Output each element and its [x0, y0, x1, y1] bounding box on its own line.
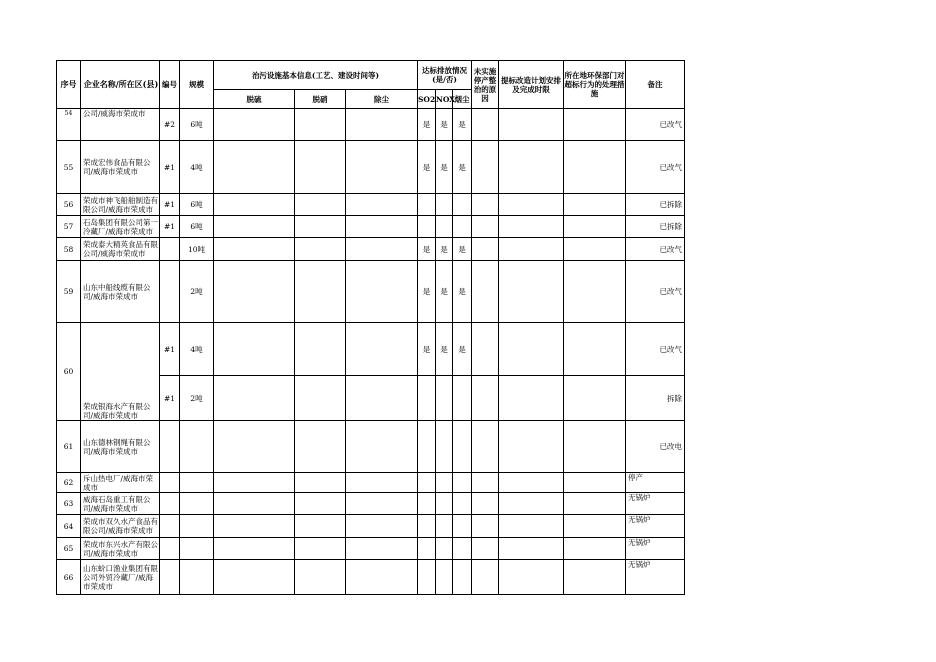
table-row [57, 109, 685, 141]
row-company-name: 山东德林钢绳有限公司/威海市荣成市 [81, 421, 160, 473]
row-scale: 6吨 [180, 194, 214, 216]
row-desulf [214, 560, 295, 595]
row-denitr [295, 493, 346, 515]
row-no-stop [472, 261, 499, 323]
row-no-stop [472, 194, 499, 216]
row-desulf [214, 261, 295, 323]
row-denitr [295, 216, 346, 238]
row-remark: 停产 [626, 473, 685, 493]
row-company-name: 荣成市神飞船舶制造有限公司/威海市荣成市 [81, 194, 160, 216]
row-seq: 58 [57, 238, 81, 261]
row-no-stop [472, 515, 499, 538]
table-row [57, 141, 685, 194]
row-company-name: 荣成宏伟食品有限公司/威海市荣成市 [81, 141, 160, 194]
header-so2: SO2 [418, 90, 436, 109]
row-company-name: 斥山热电厂/威海市荣成市 [81, 473, 160, 493]
row-desulf [214, 421, 295, 473]
row-code: #1 [160, 323, 180, 376]
table-row [57, 216, 685, 238]
header-desulf: 脱硫 [214, 90, 295, 109]
row-nox: 是 [436, 109, 453, 141]
row-denitr [295, 473, 346, 493]
row-seq: 54 [57, 109, 81, 141]
row-company-name: 荣成市东兴水产有限公司/威海市荣成市 [81, 538, 160, 560]
row-code: #1 [160, 376, 180, 421]
row-remark: 已改气 [626, 109, 685, 141]
row-dust-removal [346, 109, 418, 141]
row-dust-removal [346, 261, 418, 323]
row-so2: 是 [418, 323, 436, 376]
row-soot [453, 194, 472, 216]
row-seq: 60 [57, 323, 81, 421]
row-plan [499, 238, 564, 261]
row-plan [499, 376, 564, 421]
row-scale [180, 421, 214, 473]
row-code [160, 538, 180, 560]
row-nox [436, 560, 453, 595]
row-company-name: 荣成市双久水产食品有限公司/威海市荣成市 [81, 515, 160, 538]
row-dust-removal [346, 538, 418, 560]
row-desulf [214, 194, 295, 216]
row-plan [499, 560, 564, 595]
row-seq: 62 [57, 473, 81, 493]
row-soot: 是 [453, 323, 472, 376]
header-scale: 规模 [180, 61, 214, 109]
row-dust-removal [346, 376, 418, 421]
row-no-stop [472, 238, 499, 261]
row-plan [499, 473, 564, 493]
row-measures [564, 376, 626, 421]
table-row [57, 493, 685, 515]
row-measures [564, 194, 626, 216]
row-nox: 是 [436, 261, 453, 323]
row-remark: 已改电 [626, 421, 685, 473]
row-soot [453, 421, 472, 473]
table-row [57, 473, 685, 493]
row-code: #1 [160, 216, 180, 238]
row-seq: 61 [57, 421, 81, 473]
row-dust-removal [346, 493, 418, 515]
header-no-stop: 未实施停产整治的原因 [472, 61, 499, 109]
row-soot: 是 [453, 238, 472, 261]
row-dust-removal [346, 141, 418, 194]
table-row [57, 421, 685, 473]
row-measures [564, 560, 626, 595]
row-remark: 已拆除 [626, 194, 685, 216]
row-remark: 无锅炉 [626, 560, 685, 595]
row-seq: 57 [57, 216, 81, 238]
row-plan [499, 421, 564, 473]
header-soot: 烟尘 [453, 90, 472, 109]
row-remark: 已拆除 [626, 216, 685, 238]
row-plan [499, 515, 564, 538]
row-nox [436, 216, 453, 238]
row-soot [453, 376, 472, 421]
row-measures [564, 473, 626, 493]
row-plan [499, 194, 564, 216]
row-desulf [214, 515, 295, 538]
table-row [57, 515, 685, 538]
row-so2 [418, 538, 436, 560]
row-dust-removal [346, 421, 418, 473]
header-compliance: 达标排放情况(是/否) [418, 61, 472, 90]
row-code [160, 421, 180, 473]
row-denitr [295, 141, 346, 194]
row-so2 [418, 216, 436, 238]
row-scale [180, 560, 214, 595]
row-no-stop [472, 141, 499, 194]
row-so2 [418, 194, 436, 216]
row-soot [453, 493, 472, 515]
row-denitr [295, 515, 346, 538]
row-soot: 是 [453, 141, 472, 194]
row-code: #1 [160, 194, 180, 216]
row-code [160, 473, 180, 493]
row-denitr [295, 323, 346, 376]
table-row [57, 261, 685, 323]
row-denitr [295, 109, 346, 141]
header-remark: 备注 [626, 61, 685, 109]
row-dust-removal [346, 238, 418, 261]
row-code: #1 [160, 141, 180, 194]
row-no-stop [472, 216, 499, 238]
row-code [160, 261, 180, 323]
row-remark: 无锅炉 [626, 538, 685, 560]
row-desulf [214, 376, 295, 421]
row-denitr [295, 421, 346, 473]
row-scale: 6吨 [180, 109, 214, 141]
row-so2: 是 [418, 238, 436, 261]
row-code [160, 493, 180, 515]
row-scale [180, 515, 214, 538]
row-measures [564, 538, 626, 560]
row-scale: 2吨 [180, 261, 214, 323]
header-name: 企业名称/所在区(县) [81, 61, 160, 109]
row-no-stop [472, 376, 499, 421]
row-soot: 是 [453, 109, 472, 141]
row-desulf [214, 141, 295, 194]
row-scale: 6吨 [180, 216, 214, 238]
row-scale: 2吨 [180, 376, 214, 421]
row-plan [499, 216, 564, 238]
row-soot [453, 538, 472, 560]
row-seq: 63 [57, 493, 81, 515]
row-nox [436, 538, 453, 560]
row-nox [436, 515, 453, 538]
row-scale [180, 538, 214, 560]
row-scale: 4吨 [180, 323, 214, 376]
row-seq: 66 [57, 560, 81, 595]
row-measures [564, 109, 626, 141]
table-row [57, 194, 685, 216]
row-so2 [418, 515, 436, 538]
row-no-stop [472, 493, 499, 515]
row-seq: 64 [57, 515, 81, 538]
row-so2: 是 [418, 109, 436, 141]
row-dust-removal [346, 473, 418, 493]
row-nox: 是 [436, 238, 453, 261]
row-scale: 10吨 [180, 238, 214, 261]
row-dust-removal [346, 515, 418, 538]
row-so2: 是 [418, 261, 436, 323]
header-plan: 提标改造计划安排及完成时限 [499, 61, 564, 109]
row-code: #2 [160, 109, 180, 141]
row-desulf [214, 216, 295, 238]
row-so2 [418, 376, 436, 421]
row-code [160, 238, 180, 261]
row-nox [436, 421, 453, 473]
row-denitr [295, 560, 346, 595]
row-measures [564, 141, 626, 194]
row-code [160, 560, 180, 595]
row-soot [453, 515, 472, 538]
row-scale [180, 473, 214, 493]
row-company-name: 山东蚧口渔业集团有限公司外贸冷藏厂/威海市荣成市 [81, 560, 160, 595]
row-scale: 4吨 [180, 141, 214, 194]
row-so2 [418, 421, 436, 473]
row-so2 [418, 473, 436, 493]
row-remark: 已改气 [626, 141, 685, 194]
row-nox [436, 493, 453, 515]
row-desulf [214, 493, 295, 515]
row-no-stop [472, 538, 499, 560]
row-denitr [295, 194, 346, 216]
row-soot [453, 216, 472, 238]
row-remark: 无锅炉 [626, 515, 685, 538]
row-no-stop [472, 473, 499, 493]
table-body [57, 109, 685, 595]
row-desulf [214, 238, 295, 261]
row-plan [499, 141, 564, 194]
table-row [57, 323, 685, 376]
header-measures: 所在地环保部门对超标行为的处理措施 [564, 61, 626, 109]
row-desulf [214, 473, 295, 493]
header-facility: 治污设施基本信息(工艺、建设时间等) [214, 61, 418, 90]
header-nox: NOX [436, 90, 453, 109]
row-company-name: 公司/威海市荣成市 [81, 109, 160, 141]
row-remark: 无锅炉 [626, 493, 685, 515]
row-remark: 已改气 [626, 238, 685, 261]
row-measures [564, 421, 626, 473]
row-measures [564, 261, 626, 323]
row-company-name: 威海石岛重工有限公司/威海市荣成市 [81, 493, 160, 515]
row-measures [564, 216, 626, 238]
row-nox [436, 194, 453, 216]
row-seq: 55 [57, 141, 81, 194]
row-scale [180, 493, 214, 515]
row-measures [564, 323, 626, 376]
row-so2: 是 [418, 141, 436, 194]
row-so2 [418, 560, 436, 595]
header-denitr: 脱硝 [295, 90, 346, 109]
row-soot: 是 [453, 261, 472, 323]
row-plan [499, 493, 564, 515]
row-seq: 56 [57, 194, 81, 216]
table-row [57, 238, 685, 261]
row-company-name: 石岛集团有限公司第一冷藏厂/威海市荣成市 [81, 216, 160, 238]
row-nox [436, 473, 453, 493]
row-soot [453, 560, 472, 595]
row-plan [499, 538, 564, 560]
row-no-stop [472, 323, 499, 376]
row-no-stop [472, 560, 499, 595]
row-plan [499, 109, 564, 141]
row-company-name: 荣成银海水产有限公司/威海市荣成市 [81, 323, 160, 421]
row-remark: 已改气 [626, 261, 685, 323]
row-nox: 是 [436, 141, 453, 194]
row-desulf [214, 538, 295, 560]
row-remark: 已改气 [626, 323, 685, 376]
row-soot [453, 473, 472, 493]
row-dust-removal [346, 194, 418, 216]
row-plan [499, 323, 564, 376]
row-no-stop [472, 109, 499, 141]
row-company-name: 山东中船线缆有限公司/威海市荣成市 [81, 261, 160, 323]
row-no-stop [472, 421, 499, 473]
row-denitr [295, 238, 346, 261]
row-dust-removal [346, 216, 418, 238]
header-dust-removal: 除尘 [346, 90, 418, 109]
header-code: 编号 [160, 61, 180, 109]
row-dust-removal [346, 560, 418, 595]
row-denitr [295, 376, 346, 421]
emission-table [56, 60, 685, 595]
row-remark: 拆除 [626, 376, 685, 421]
row-plan [499, 261, 564, 323]
row-seq: 59 [57, 261, 81, 323]
row-denitr [295, 538, 346, 560]
row-nox [436, 376, 453, 421]
header-seq: 序号 [57, 61, 81, 109]
row-company-name: 荣成泰大精英食品有限公司/威海市荣成市 [81, 238, 160, 261]
row-measures [564, 493, 626, 515]
row-desulf [214, 109, 295, 141]
table-row [57, 560, 685, 595]
row-measures [564, 515, 626, 538]
table-row [57, 538, 685, 560]
row-denitr [295, 261, 346, 323]
row-seq: 65 [57, 538, 81, 560]
row-so2 [418, 493, 436, 515]
row-desulf [214, 323, 295, 376]
row-code [160, 515, 180, 538]
row-dust-removal [346, 323, 418, 376]
row-measures [564, 238, 626, 261]
row-nox: 是 [436, 323, 453, 376]
